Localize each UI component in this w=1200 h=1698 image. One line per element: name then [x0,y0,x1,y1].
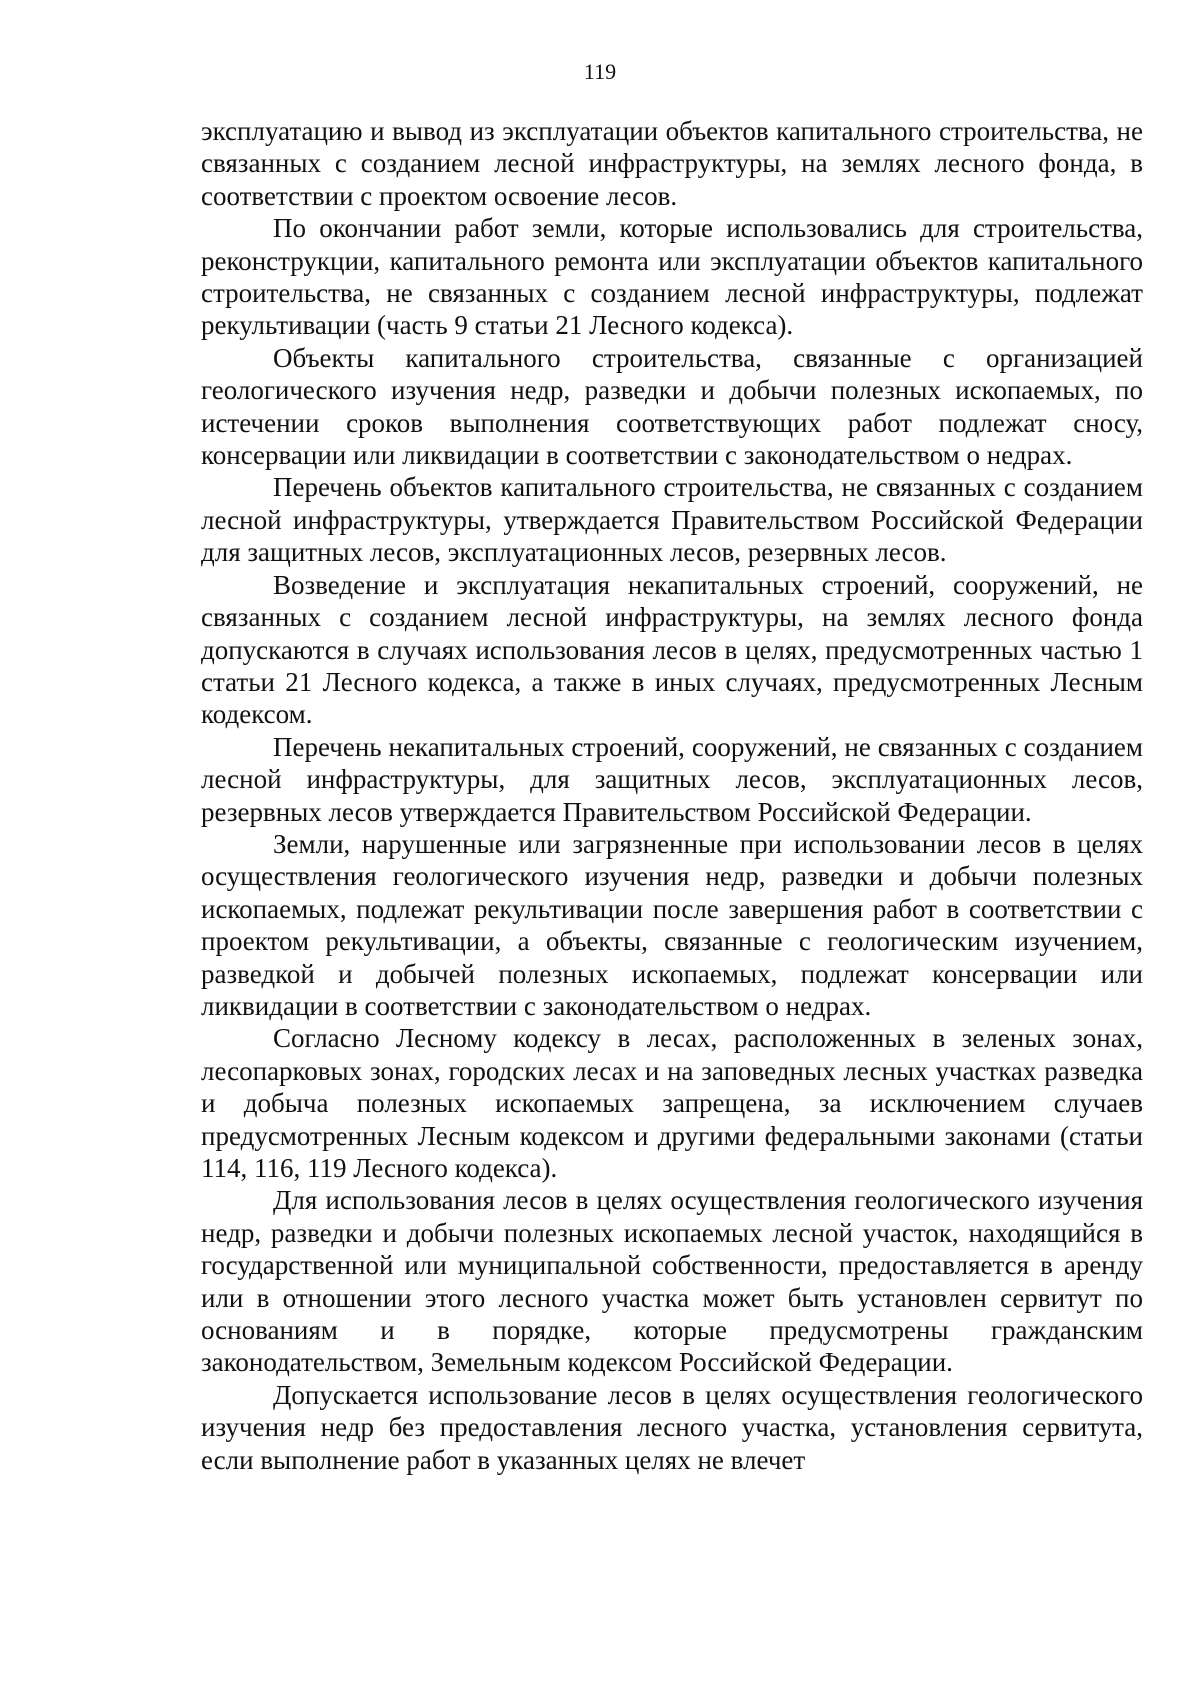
paragraph: Объекты капитального строительства, связанные с организацией геологического изучения недр, разведки и добычи полезных ископаемых, по истечении сроков выполнения соответствующих работ подлежат сносу, консервации или ликвидации в соответствии с законодательством о недрах. [201,342,1143,471]
paragraph: Возведение и эксплуатация некапитальных строений, сооружений, не связанных с созданием лесной инфраструктуры, на землях лесного фонда допускаются в случаях использования лесов в целях, предусмотренных частью 1 статьи 21 Лесного кодекса, а также в иных случаях, предусмотренных Лесным кодексом. [201,569,1143,730]
paragraph: Перечень объектов капитального строительства, не связанных с созданием лесной инфраструктуры, утверждается Правительством Российской Федерации для защитных лесов, эксплуатационных лесов, резервных лесов. [201,472,1143,568]
paragraph: Земли, нарушенные или загрязненные при использовании лесов в целях осуществления геологического изучения недр, разведки и добычи полезных ископаемых, подлежат рекультивации после завершения работ в соответствии с проектом рекультивации, а объекты, связанные с геологическим изучением, разведкой и добычей полезных ископаемых, подлежат консервации или ликвидации в соответствии с законодательством о недрах. [201,828,1143,1021]
paragraph: Допускается использование лесов в целях осуществления геологического изучения недр без предоставления лесного участка, установления сервитута, если выполнение работ в указанных целях не влечет [201,1379,1143,1475]
paragraph: Согласно Лесному кодексу в лесах, расположенных в зеленых зонах, лесопарковых зонах, городских лесах и на заповедных лесных участках разведка и добыча полезных ископаемых запрещена, за исключением случаев предусмотренных Лесным кодексом и другими федеральными законами (статьи 114, 116, 119 Лесного кодекса). [201,1023,1143,1183]
page-number: 119 [583,59,617,84]
document-body [201,115,1143,1476]
paragraph-continuation: эксплуатацию и вывод из эксплуатации объектов капитального строительства, не связанных с созданием лесной инфраструктуры, на землях лесного фонда, в соответствии с проектом освоение лесов. [201,116,1143,211]
paragraph: Для использования лесов в целях осуществления геологического изучения недр, разведки и добычи полезных ископаемых лесной участок, находящийся в государственной или муниципальной собственности, предоставляется в аренду или в отношении этого лесного участка может быть установлен сервитут по основаниям и в порядке, которые предусмотрены гражданским законодательством, Земельным кодексом Российской Федерации. [201,1185,1143,1378]
paragraph: По окончании работ земли, которые использовались для строительства, реконструкции, капитального ремонта или эксплуатации объектов капитального строительства, не связанных с созданием лесной инфраструктуры, подлежат рекультивации (часть 9 статьи 21 Лесного кодекса). [201,213,1143,341]
paragraph: Перечень некапитальных строений, сооружений, не связанных с созданием лесной инфраструктуры, для защитных лесов, эксплуатационных лесов, резервных лесов утверждается Правительством Российской Федерации. [201,731,1143,827]
